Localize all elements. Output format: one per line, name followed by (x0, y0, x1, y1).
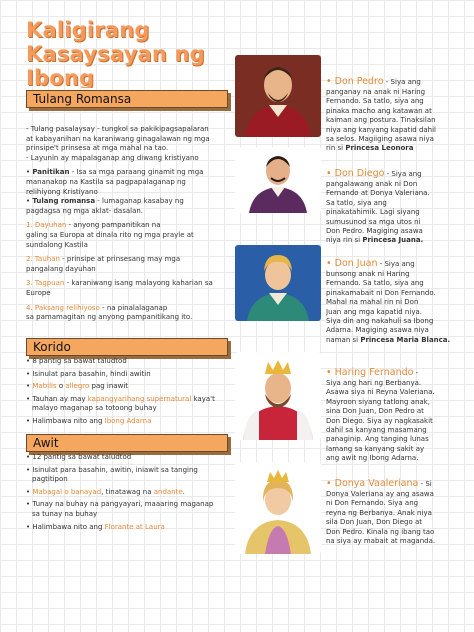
bullet: • (26, 522, 33, 531)
character-end-text: ang awit ng Ibong Adarna. (326, 454, 419, 463)
don-diego-illustration (235, 147, 321, 213)
character-desc-line: panganay na anak ni Haring (326, 88, 426, 96)
character-name-line (326, 478, 454, 490)
character-desc-end (326, 454, 454, 463)
numbered-item-rest: - anyong pampanitikan na (66, 221, 161, 230)
character-desc-line: Fernando at Donya Valeriana. (326, 189, 430, 198)
char-text-haring-fernando (326, 367, 454, 464)
character-desc-line: reyna ng Berbanya. Anak niya (326, 508, 432, 517)
tulang-romansa-body (26, 125, 238, 323)
don-pedro-illustration (235, 55, 321, 137)
section-header-awit (26, 434, 228, 452)
numbered-item-label: Tagpuan (34, 279, 65, 288)
donya-valeriana-illustration (235, 462, 321, 554)
list-item-part: , tinatawag na (101, 487, 154, 496)
list-item-part: kapangyarihang supernatural (87, 394, 192, 403)
list-item-part: Florante at Laura (104, 522, 165, 531)
panitikan-rest: - Isa sa mga paraang ginamit ng mga (69, 168, 204, 177)
character-desc-line: Asawa siya ni Reyna Valeriana. (326, 388, 435, 397)
character-lead: - Siya ang (377, 260, 415, 268)
character-name-line (326, 258, 454, 270)
bullet: • (26, 500, 33, 509)
section-header-text: Korido (33, 340, 71, 354)
tulang-rest: - lumaganap kasabay ng (95, 197, 184, 206)
list-item (26, 453, 238, 463)
list-item-part: Mabagal o banayad (32, 487, 102, 496)
character-desc-line: pangalawang anak ni Don (326, 180, 418, 188)
awit-list (26, 453, 238, 535)
numbered-item-cont: pangalang dayuhan (26, 264, 96, 273)
character-desc-line: Mayroon siyang tatlong anak, (326, 397, 430, 406)
character-end-text: niya rin si (326, 236, 363, 245)
character-desc-line: pinakamabait ni Don Fernando. (326, 288, 436, 297)
bullet: • (26, 416, 33, 425)
bullet: • (26, 465, 33, 474)
numbered-item-num: 2. (26, 255, 35, 264)
character-end-text: rin si (326, 144, 346, 153)
numbered-item-rest: - na pinalalaganap (99, 303, 168, 312)
numbered-item (26, 304, 238, 314)
list-item-part: o (56, 382, 66, 391)
char-text-don-pedro (326, 76, 454, 154)
bullet: • (26, 487, 33, 496)
bullet: • (26, 382, 33, 391)
donya-valeriana-portrait (235, 462, 321, 554)
bullet: • (26, 453, 33, 461)
bullet: • (326, 478, 335, 489)
character-desc-end (326, 336, 454, 345)
list-item-cont: pagtitipon (32, 475, 68, 484)
character-desc-line: panaginip. Ang tanging lunas (326, 435, 429, 444)
panitikan-label: Panitikan (32, 168, 70, 177)
list-item-part: Isinulat para basahin, hindi awitin (32, 369, 151, 378)
character-desc-line: Mahal na mahal rin ni Don (326, 298, 419, 307)
numbered-item-cont: galing sa Europa at dinala rito ng mga prayle at (26, 230, 194, 239)
bullet: • (326, 76, 335, 87)
character-spouse: Princesa Juana. (362, 236, 424, 245)
panitikan-cont: relihiyong Kristiyano (26, 187, 98, 196)
character-desc-line: Siya ang hari ng Berbanya. (326, 379, 422, 387)
character-name: Don Pedro (334, 76, 384, 87)
char-text-don-juan (326, 258, 454, 345)
character-lead: - Siya ang (384, 170, 422, 178)
page-title (26, 18, 256, 88)
numbered-item (26, 279, 238, 289)
don-diego-portrait (235, 147, 321, 213)
bullet: • (26, 168, 33, 177)
character-desc-line: Juan ang mga kapatid niya. (326, 307, 422, 316)
list-item-part: kaya't (191, 394, 215, 403)
title-line-2: Kasaysayan ng Ibong (26, 42, 205, 88)
list-item-cont: sa tunay na buhay (32, 509, 98, 518)
character-name: Don Juan (334, 258, 378, 269)
char-text-don-diego (326, 168, 454, 246)
bullet: • (26, 357, 33, 365)
numbered-item-num: 4. (26, 303, 35, 312)
numbered-item (26, 255, 238, 265)
list-item (26, 417, 238, 427)
character-name: Donya Vaaleriana (334, 478, 419, 489)
list-item-part: 12 pantig sa bawat taludtod (32, 453, 132, 461)
character-name: Don Diego (334, 168, 385, 179)
list-item-part: allegro (65, 382, 90, 391)
list-item-part: Isinulat para basahin, awitin, iniawit sa tanging (32, 465, 198, 474)
character-desc-line: Fernando. Sa tatlo, siya ang (326, 279, 424, 288)
character-end-text: naman si (326, 335, 361, 344)
list-item-part: andante (153, 487, 183, 496)
section-header-korido (26, 338, 228, 356)
list-item-part: Ibong Adarna (104, 416, 152, 425)
bullet: • (326, 367, 335, 378)
character-lead: - Siya ang (383, 78, 421, 86)
numbered-item-label: Dayuhan (34, 221, 67, 230)
list-item-part: Halimbawa nito ang (32, 522, 105, 531)
character-lead: - (413, 369, 419, 377)
numbered-item (26, 221, 238, 231)
list-item-part: . (182, 487, 185, 496)
character-name-line (326, 367, 454, 379)
list-item (26, 523, 238, 533)
list-item-part: pag inawit (89, 382, 129, 391)
list-item (26, 500, 238, 510)
character-desc-line: Siya din ang nakahuli sa Ibong (326, 317, 434, 326)
don-juan-portrait (235, 245, 321, 321)
character-desc-line: Adarna. Magiging asawa niya (326, 326, 429, 335)
haring-fernando-portrait (235, 352, 321, 440)
numbered-item-cont: Europe (26, 288, 51, 297)
korido-list (26, 357, 238, 430)
list-item (26, 382, 238, 392)
intro-line: - Tulang pasalaysay - tungkol sa pakikipagsapalaran (26, 125, 209, 133)
list-item (26, 357, 238, 367)
bullet: • (326, 258, 335, 269)
numbered-item-rest: - karaniwang isang malayong kaharian sa (64, 279, 213, 288)
tulang-cont: pagdagsa ng mga aklat- dasalan. (26, 206, 144, 215)
list-item (26, 488, 238, 498)
character-desc-line: Sa tatlo, siya ang (326, 198, 387, 207)
character-name: Haring Fernando (334, 367, 414, 378)
character-desc-line: sina Don Juan, Don Pedro at (326, 407, 424, 416)
tulang-label: Tulang romansa (32, 197, 96, 206)
numbered-item-cont: sa pamamagitan ng anyong pampanitikang ito. (26, 313, 193, 322)
list-item-part: Tauhan ay may (32, 394, 88, 403)
list-item-cont: malayo maganap sa totoong buhay (32, 404, 157, 413)
character-desc-end (326, 236, 454, 245)
intro-line: prinsipe't prinsesa at mga mahal na tao. (26, 144, 169, 153)
list-item-part: Halimbawa nito ang (32, 416, 105, 425)
don-pedro-portrait (235, 55, 321, 137)
numbered-item-label: Tauhan (34, 255, 60, 264)
character-name-line (326, 168, 454, 180)
bullet: • (26, 197, 33, 206)
character-desc-line: kaiman ang postura. Tinaksilan (326, 116, 436, 125)
numbered-item-num: 1. (26, 221, 35, 230)
character-desc-line: sila Don Juan, Don Diego at (326, 518, 423, 527)
don-juan-illustration (235, 245, 321, 321)
character-desc-line: sa selos. Magiiging asawa niya (326, 135, 434, 144)
character-desc-line: lamang sa kanyang sakit ay (326, 444, 425, 453)
list-item (26, 395, 238, 405)
section-header-text: Awit (33, 436, 59, 450)
tulang-romansa-line (26, 197, 238, 207)
haring-fernando-illustration (235, 352, 321, 440)
character-desc-line: Don Diego. Siya ay nagkasakit (326, 416, 433, 425)
character-end-text: na siya ay mabait at maganda. (326, 537, 436, 546)
character-desc-line: dahil sa kanyang masamang (326, 426, 427, 435)
character-desc-line: Donya Valeriana ay ang asawa (326, 490, 434, 498)
character-desc-line: niya ang kanyang kapatid dahil (326, 125, 436, 134)
list-item (26, 370, 238, 380)
character-spouse: Princesa Leonora (345, 144, 414, 153)
character-spouse: Princesa Maria Blanca. (360, 335, 451, 344)
numbered-item-num: 3. (26, 279, 35, 288)
character-lead: - Si (418, 480, 432, 488)
character-desc-line: bunsong anak ni Haring (326, 270, 410, 278)
bullet: • (26, 394, 33, 403)
bullet: • (26, 369, 33, 378)
character-desc-line: Don Pedro. Kinala ng ibang tao (326, 527, 435, 536)
character-desc-line: Fernando. Sa tatlo, siya ang (326, 97, 424, 106)
character-desc-line: sumusunod sa mga utos ni (326, 217, 421, 226)
list-item (26, 466, 238, 476)
numbered-item-cont: sundalong Kastila (26, 240, 88, 249)
panitikan-line (26, 168, 238, 178)
intro-line: at kabayanihan na karaniwang ginagalawan ng mga (26, 134, 210, 143)
list-item-part: Mabilis (32, 382, 57, 391)
char-text-donya-valeriana (326, 478, 454, 546)
section-header-tulang-romansa (26, 90, 228, 108)
character-desc-line: pinaka macho ang katawan at (326, 106, 432, 115)
panitikan-cont: mananakop na Kastila sa pagpapalaganap ng (26, 177, 186, 186)
character-desc-end (326, 144, 454, 153)
numbered-item-label: Paksang relihiyoso (34, 303, 100, 312)
character-desc-line: Don Pedro. Magiging asawa (326, 227, 423, 236)
character-name-line (326, 76, 454, 88)
title-line-1: Kaligirang (26, 18, 150, 42)
character-desc-line: ni Don Fernando. Siya ang (326, 499, 419, 508)
list-item-part: 8 pantig sa bawat taludtod (32, 357, 127, 365)
section-header-text: Tulang Romansa (33, 92, 132, 106)
list-item-part: Tunay na buhay na pangyayari, maaaring maganap (32, 500, 214, 509)
character-desc-end (326, 537, 454, 546)
bullet: • (326, 168, 335, 179)
intro-line: - Layunin ay mapalaganap ang diwang kristiyano (26, 153, 199, 162)
numbered-item-rest: - prinsipe at prinsesang may mga (59, 255, 181, 264)
character-desc-line: pinakatahimik. Lagi siyang (326, 208, 420, 217)
